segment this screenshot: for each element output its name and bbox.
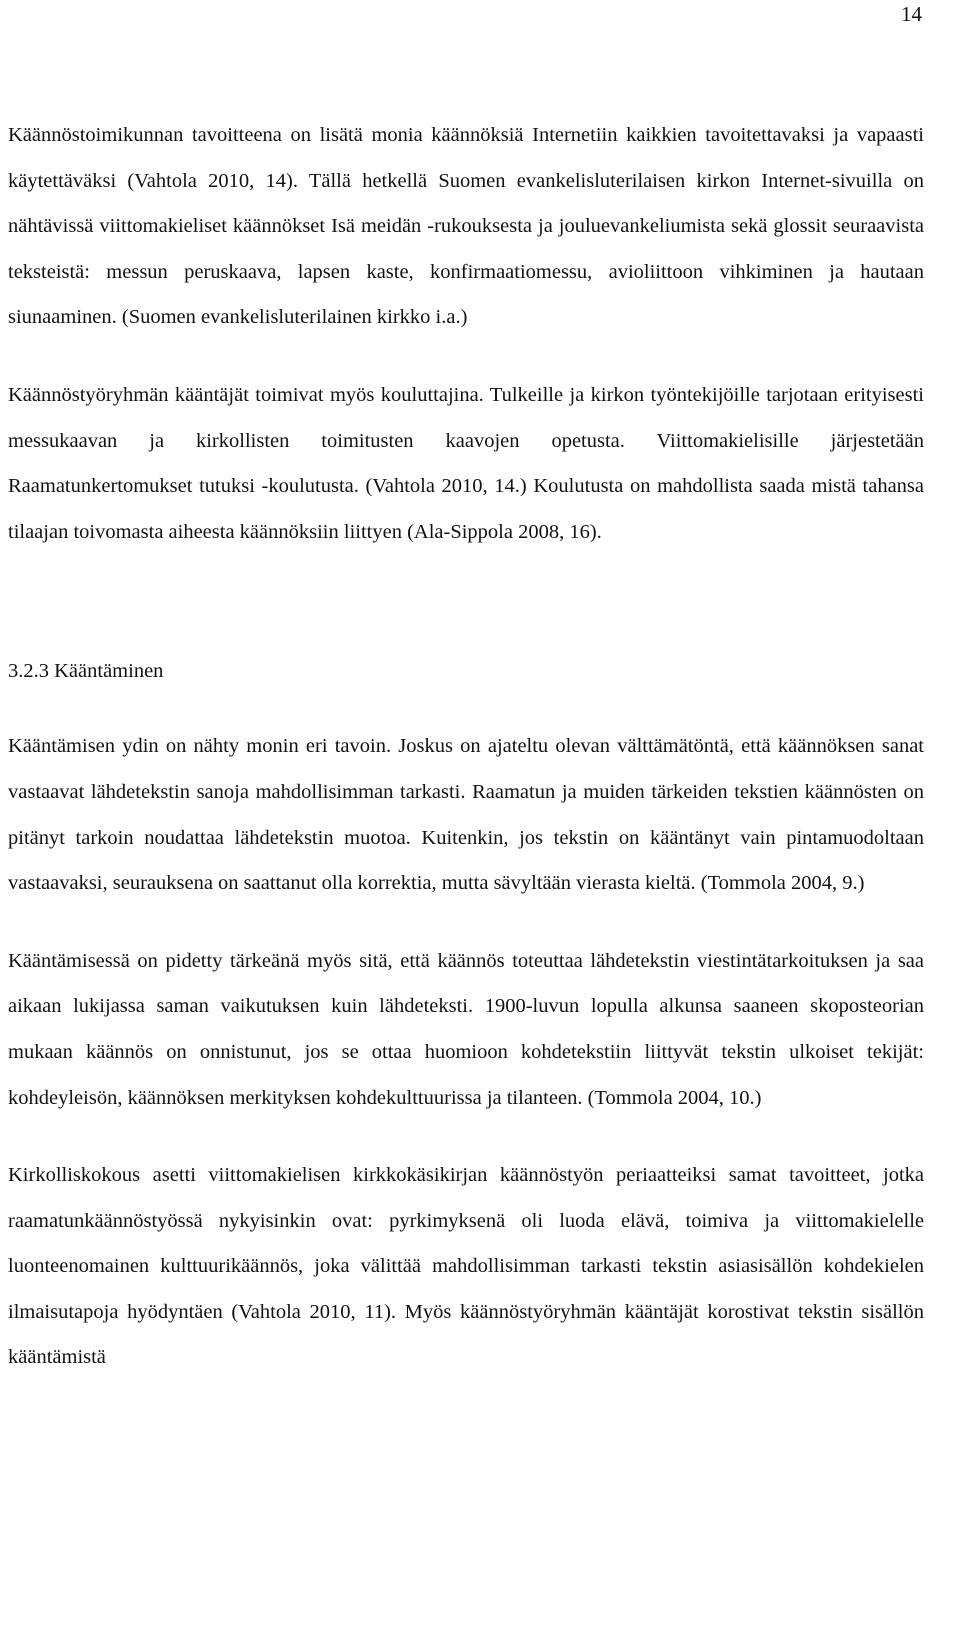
paragraph-skopos-theory: Kääntämisessä on pidetty tärkeänä myös sitä, että käännös toteuttaa lähdetekstin viestintätarkoituksen ja saa aikaan lukijassa saman vaikutuksen kuin lähdeteksti. 1900-luvun lopulla alkunsa saaneen skoposteorian mukaan käännös on onnistunut, jos se ottaa huomioon kohdetekstiin liittyvät tekstin ulkoiset tekijät: kohdeyleisön, käännöksen merkityksen kohdekulttuurissa ja tilanteen. (Tommola 2004, 10.) bbox=[8, 949, 924, 1109]
page-number: 14 bbox=[901, 2, 922, 26]
paragraph-core-of-translation: Kääntämisen ydin on nähty monin eri tavoin. Joskus on ajateltu olevan välttämätöntä, että käännöksen sanat vastaavat lähdetekstin sanoja mahdollisimman tarkasti. Raamatun ja muiden tärkeiden tekstien käännösten on pitänyt tarkoin noudattaa lähdetekstin muotoa. Kuitenkin, jos tekstin on kääntänyt vain pintamuodoltaan vastaavaksi, seurauksena on saattanut olla korrektia, mutta sävyltään vierasta kieltä. (Tommola 2004, 9.) bbox=[8, 735, 924, 895]
paragraph-translation-committee-goals: Käännöstoimikunnan tavoitteena on lisätä monia käännöksiä Internetiin kaikkien tavoitettavaksi ja vapaasti käytettäväksi (Vahtola 2010, 14). Tällä hetkellä Suomen evankelisluterilaisen kirkon Internet-sivuilla on nähtävissä viittomakieliset käännökset Isä meidän -rukouksesta ja jouluevankeliumista sekä glossit seuraavista teksteistä: messun peruskaava, lapsen kaste, konfirmaatiomessu, avioliittoon vihkiminen ja hautaan siunaaminen. (Suomen evankelisluterilainen kirkko i.a.) bbox=[8, 124, 924, 329]
section-heading: 3.2.3 Kääntäminen bbox=[8, 660, 164, 683]
paragraph-church-assembly-principles: Kirkolliskokous asetti viittomakielisen kirkkokäsikirjan käännöstyön periaatteiksi samat tavoitteet, jotka raamatunkäännöstyössä nykyisinkin ovat: pyrkimyksenä oli luoda elävä, toimiva ja viittomakielelle luonteenomainen kulttuurikäännös, joka välittää mahdollisimman tarkasti tekstin asiasisällön kohdekielen ilmaisutapoja hyödyntäen (Vahtola 2010, 11). Myös käännöstyöryhmän kääntäjät korostivat tekstin sisällön kääntämistä bbox=[8, 1164, 924, 1369]
document-body bbox=[8, 113, 924, 1381]
paragraph-translators-as-trainers: Käännöstyöryhmän kääntäjät toimivat myös kouluttajina. Tulkeille ja kirkon työntekijöille tarjotaan erityisesti messukaavan ja kirkollisten toimitusten kaavojen opetusta. Viittomakielisille järjestetään Raamatunkertomukset tutuksi -koulutusta. (Vahtola 2010, 14.) Koulutusta on mahdollista saada mistä tahansa tilaajan toivomasta aiheesta käännöksiin liittyen (Ala-Sippola 2008, 16). bbox=[8, 383, 924, 543]
